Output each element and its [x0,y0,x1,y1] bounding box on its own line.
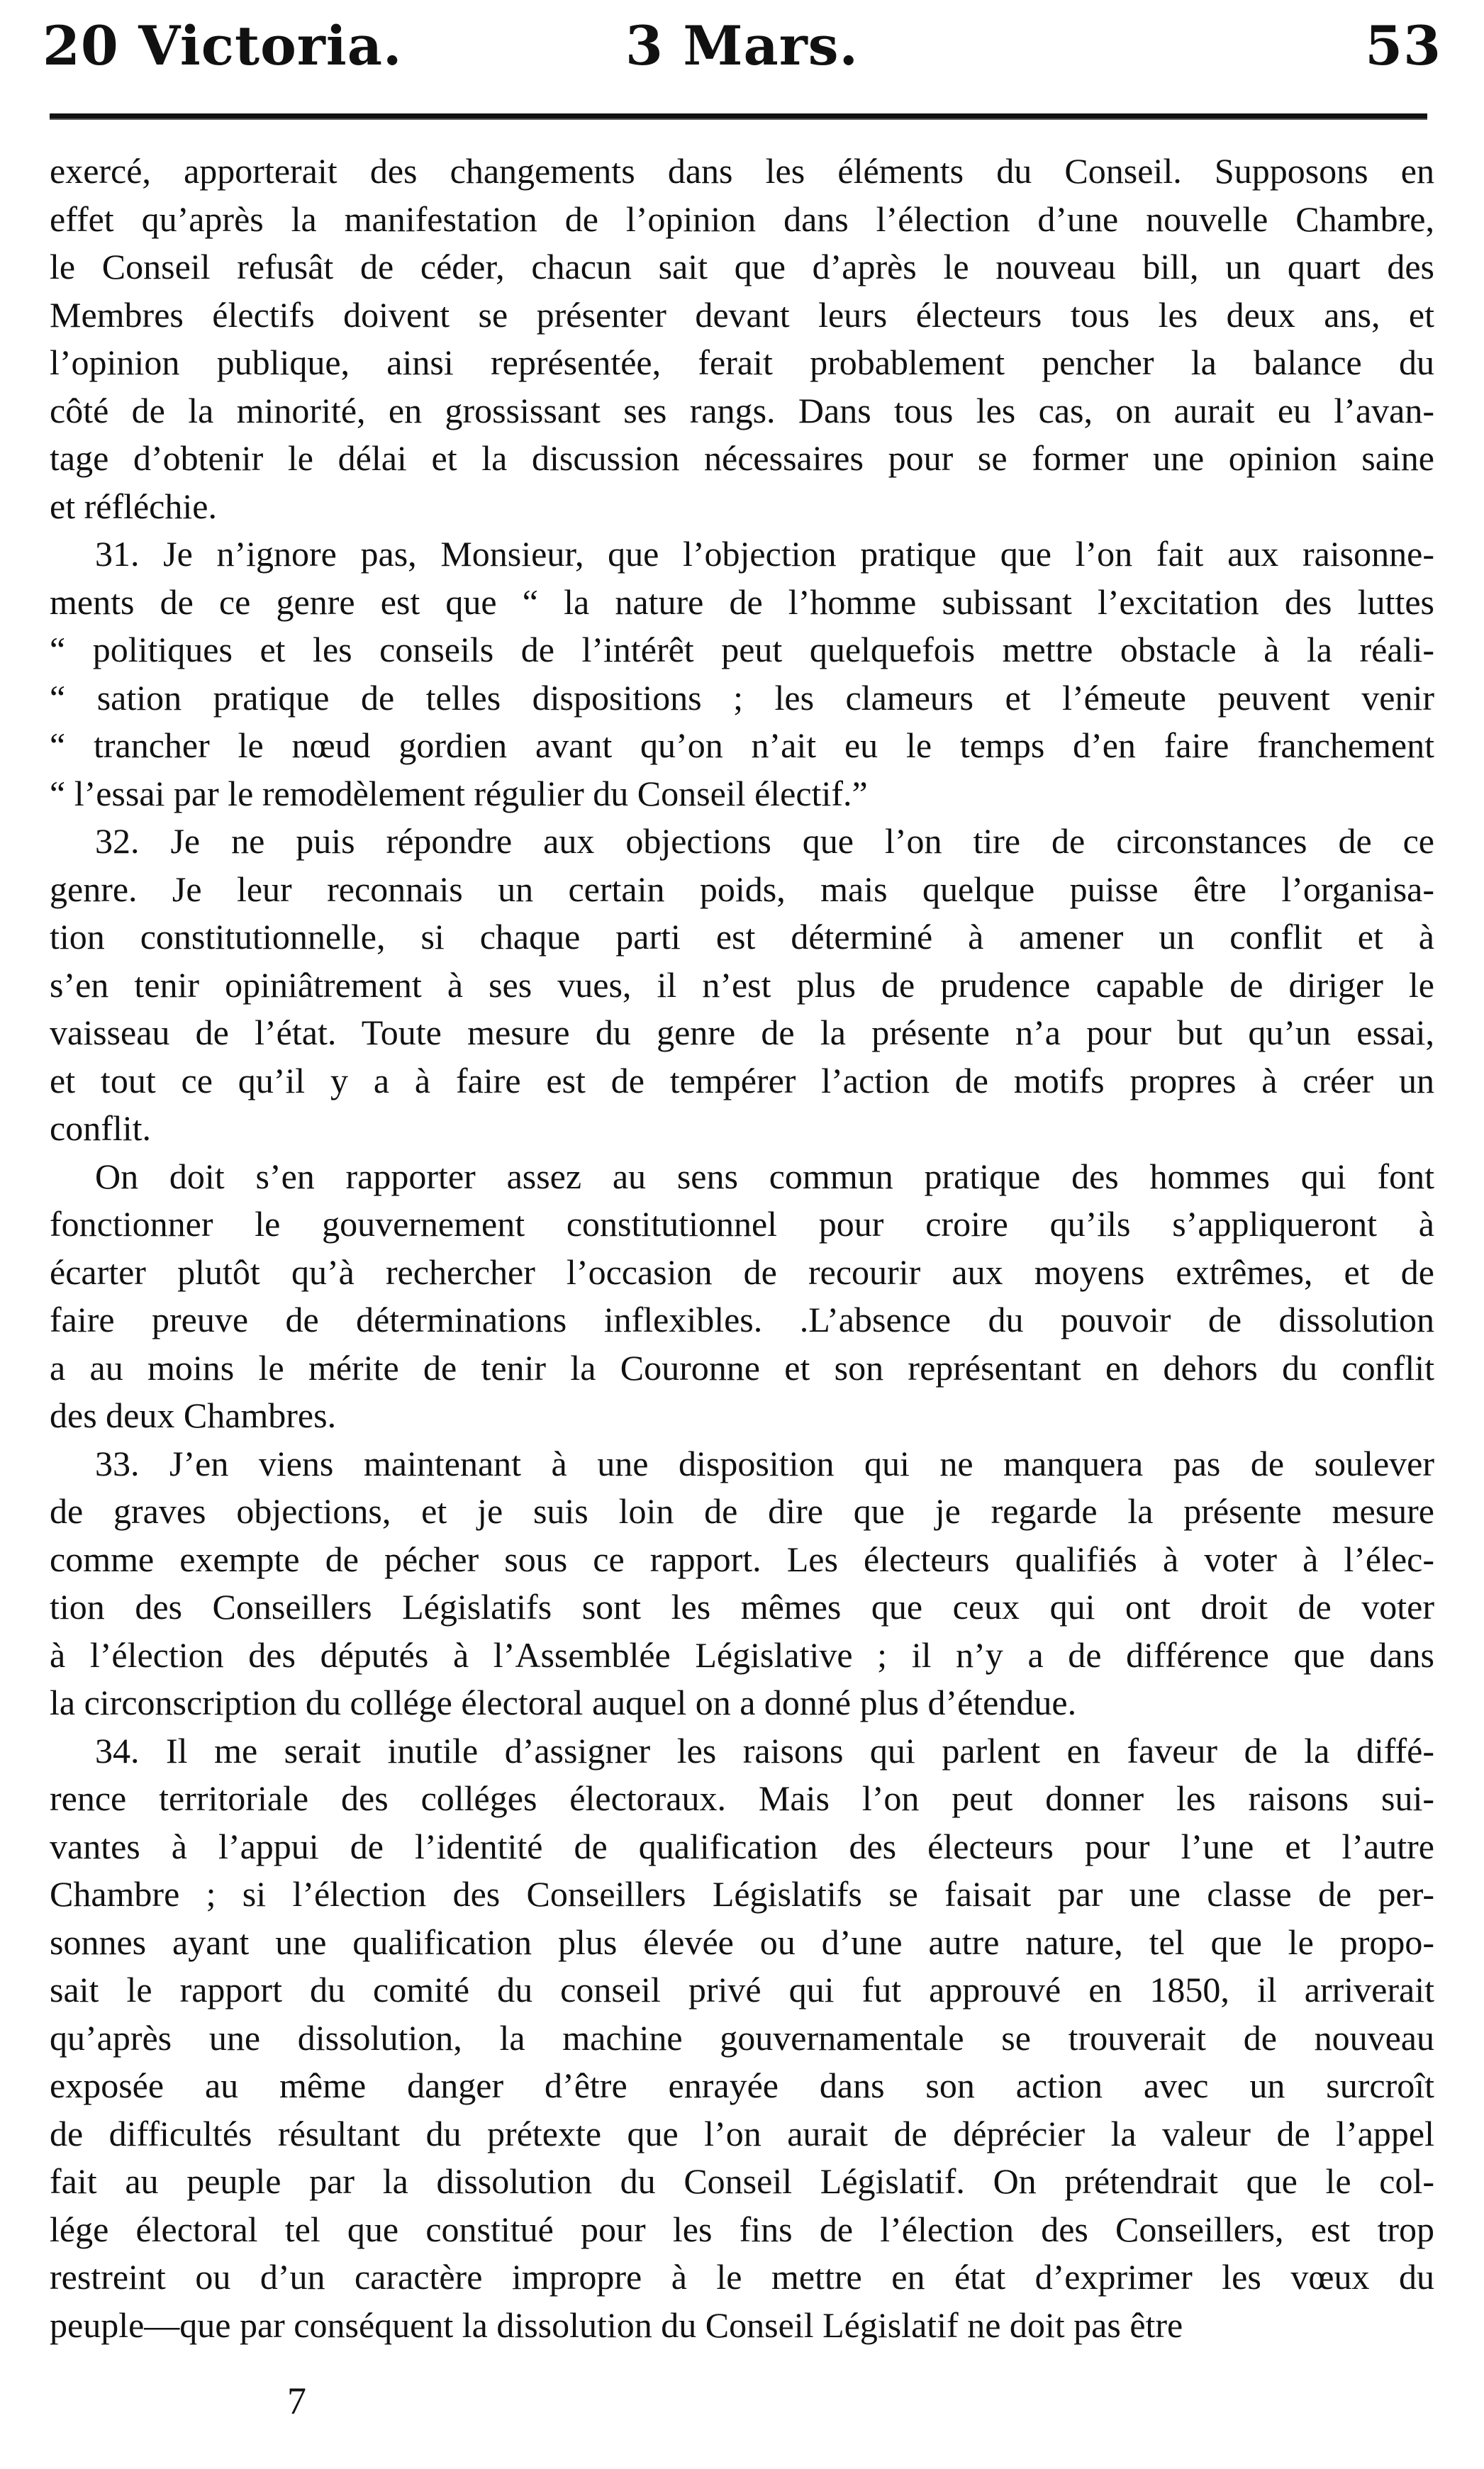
header-rule [50,113,1427,120]
text-line: fait au peuple par la dissolution du Conseil Législatif. On prétendrait que le col- [50,2161,1434,2201]
text-line: vantes à l’appui de l’identité de qualification des électeurs pour l’une et l’autre [50,1826,1434,1866]
text-line: et réfléchie. [50,486,217,526]
text-line: effet qu’après la manifestation de l’opinion dans l’élection d’une nouvelle Chambre, [50,199,1434,239]
text-line: Membres électifs doivent se présenter devant leurs électeurs tous les deux ans, et [50,294,1434,335]
paragraph [50,530,1434,818]
text-line: conflit. [50,1108,152,1148]
text-line: restreint ou d’un caractère impropre à le mettre en état d’exprimer les vœux du [50,2257,1434,2297]
text-line: rence territoriale des colléges électoraux. Mais l’on peut donner les raisons sui- [50,1778,1434,1818]
text-line: tage d’obtenir le délai et la discussion nécessaires pour se former une opinion saine [50,438,1434,478]
text-line: la circonscription du collége électoral auquel on a donné plus d’étendue. [50,1683,1077,1722]
text-line: 34. Il me serait inutile d’assigner les raisons qui parlent en faveur de la diffé- [95,1730,1434,1771]
text-line: genre. Je leur reconnais un certain poids, mais quelque puisse être l’organisa- [50,869,1434,909]
text-line: faire preuve de déterminations inflexibles. .L’absence du pouvoir de dissolution [50,1300,1434,1339]
text-line: lége électoral tel que constitué pour les fins de l’élection des Conseillers, est trop [50,2209,1434,2249]
running-header [43,14,1441,92]
text-line: de difficultés résultant du prétexte que l’on aurait de déprécier la valeur de l’appel [50,2113,1434,2153]
paragraph [50,818,1434,1153]
text-line: ments de ce genre est que “ la nature de l’homme subissant l’excitation des luttes [50,581,1434,622]
text-line: qu’après une dissolution, la machine gouvernamentale se trouverait de nouveau [50,2017,1434,2058]
text-line: le Conseil refusât de céder, chacun sait que d’après le nouveau bill, un quart des [50,247,1434,286]
text-line: a au moins le mérite de tenir la Couronne et son représentant en dehors du conflit [50,1347,1434,1388]
text-line: fonctionner le gouvernement constitutionnel pour croire qu’ils s’appliqueront à [50,1204,1434,1244]
text-line: exposée au même danger d’être enrayée dans son action avec un surcroît [50,2066,1434,2105]
text-line: 32. Je ne puis répondre aux objections que l’on tire de circonstances de ce [95,821,1434,861]
text-line: “ l’essai par le remodèlement régulier du Conseil électif.” [50,773,868,813]
text-line: vaisseau de l’état. Toute mesure du genre de la présente n’a pour but qu’un essai, [50,1013,1434,1052]
header-volume: 20 Victoria. [43,14,403,77]
text-line: des deux Chambres. [50,1395,337,1435]
text-line: et tout ce qu’il y a à faire est de tempérer l’action de motifs propres à créer un [50,1060,1434,1100]
text-line: exercé, apporterait des changements dans les éléments du Conseil. Supposons en [50,151,1434,191]
text-line: 33. J’en viens maintenant à une disposition qui ne manquera pas de soulever [95,1443,1434,1483]
text-line: “ sation pratique de telles dispositions ; les clameurs et l’émeute peuvent venir [50,677,1434,718]
paragraph [50,1440,1434,1727]
text-line: à l’élection des députés à l’Assemblée Législative ; il n’y a de différence que dans [50,1634,1434,1675]
text-line: sait le rapport du comité du conseil privé qui fut approuvé en 1850, il arriverait [50,1970,1434,2010]
text-line: l’opinion publique, ainsi représentée, ferait probablement pencher la balance du [50,342,1434,382]
signature-mark: 7 [287,2380,306,2422]
text-line: tion constitutionnelle, si chaque parti est déterminé à amener un conflit et à [50,917,1434,957]
text-line: s’en tenir opiniâtrement à ses vues, il n’est plus de prudence capable de diriger le [50,964,1434,1005]
text-line: 31. Je n’ignore pas, Monsieur, que l’objection pratique que l’on fait aux raisonne- [95,534,1434,574]
text-line: On doit s’en rapporter assez au sens commun pratique des hommes qui font [95,1156,1434,1196]
text-line: sonnes ayant une qualification plus élevée ou d’une autre nature, tel que le propo- [50,1922,1434,1962]
text-line: “ politiques et les conseils de l’intérêt peut quelquefois mettre obstacle à la réali- [50,630,1434,669]
text-line: de graves objections, et je suis loin de dire que je regarde la présente mesure [50,1491,1434,1531]
paragraph [50,1727,1434,2350]
text-line: “ trancher le nœud gordien avant qu’on n’ait eu le temps d’en faire franchement [50,725,1434,765]
body-text [50,147,1434,2349]
paragraph [50,147,1434,530]
header-date: 3 Mars. [625,14,859,77]
paragraph [50,1153,1434,1440]
text-line: Chambre ; si l’élection des Conseillers Législatifs se faisait par une classe de per- [50,1874,1434,1914]
text-line: peuple—que par conséquent la dissolution du Conseil Législatif ne doit pas être [50,2304,1183,2345]
text-line: écarter plutôt qu’à rechercher l’occasion de recourir aux moyens extrêmes, et de [50,1252,1434,1292]
text-line: comme exempte de pécher sous ce rapport. Les électeurs qualifiés à voter à l’élec- [50,1539,1434,1579]
page-number: 53 [1365,14,1441,77]
text-line: tion des Conseillers Législatifs sont les mêmes que ceux qui ont droit de voter [50,1587,1434,1627]
text-line: côté de la minorité, en grossissant ses rangs. Dans tous les cas, on aurait eu l’avan- [50,390,1434,430]
